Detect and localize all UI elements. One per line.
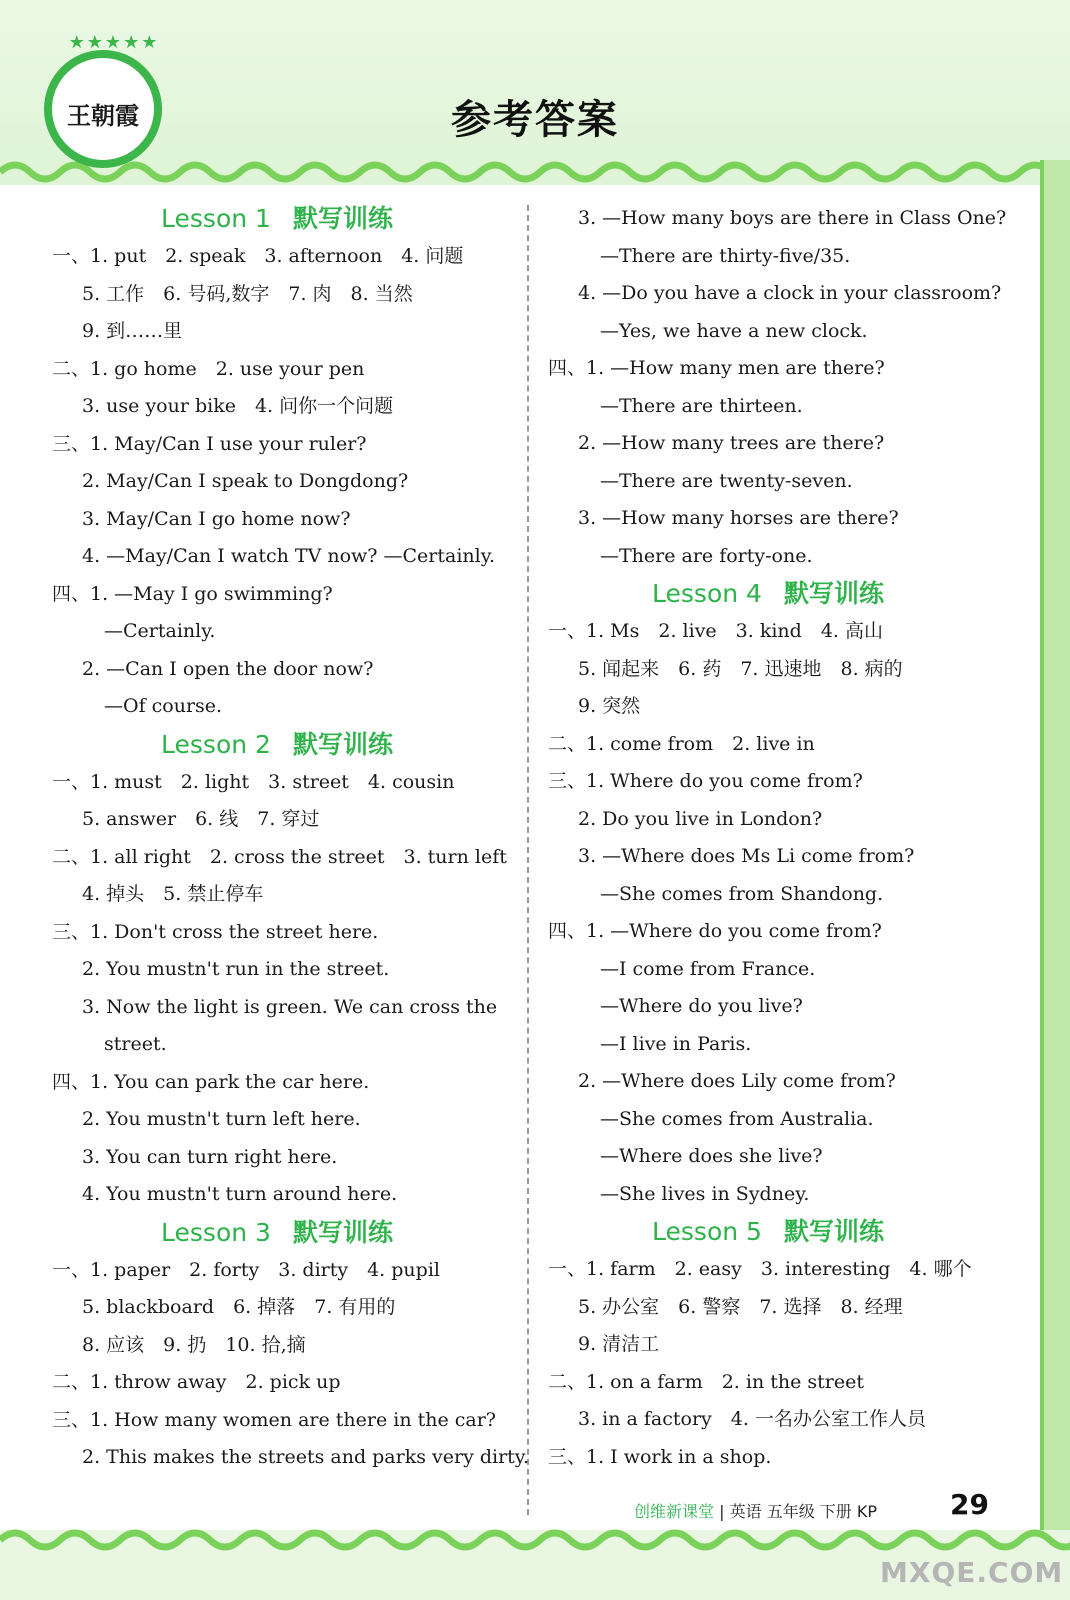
answer-line: 9. 突然 bbox=[578, 695, 641, 717]
answer-line: 2. —How many trees are there? bbox=[578, 432, 885, 454]
answer-line: —There are thirty-five/35. bbox=[600, 244, 851, 267]
answer-line: 二、1. throw away 2. pick up bbox=[52, 1371, 341, 1393]
answer-line: 4. —Do you have a clock in your classroom? bbox=[578, 282, 1002, 304]
answer-line: 二、1. go home 2. use your pen bbox=[52, 357, 365, 380]
answer-line: —There are thirteen. bbox=[600, 394, 803, 417]
answer-line: 5. 工作 6. 号码,数字 7. 肉 8. 当然 bbox=[82, 282, 413, 305]
lesson-5-heading: Lesson 5 默写训练 bbox=[652, 1217, 884, 1246]
answer-line: 一、1. Ms 2. live 3. kind 4. 高山 bbox=[548, 620, 883, 642]
lesson-4-heading: Lesson 4 默写训练 bbox=[652, 579, 884, 608]
answer-line: —Certainly. bbox=[104, 620, 216, 642]
left-column bbox=[52, 200, 530, 1477]
answer-line: 9. 清洁工 bbox=[578, 1333, 660, 1355]
answer-line: 一、1. put 2. speak 3. afternoon 4. 问题 bbox=[52, 245, 464, 267]
lesson-3-heading: Lesson 3 默写训练 bbox=[161, 1217, 393, 1247]
page-title: 参考答案 bbox=[451, 97, 619, 143]
answer-line: 三、1. I work in a shop. bbox=[548, 1445, 772, 1468]
answer-line: —She comes from Shandong. bbox=[600, 882, 884, 905]
answer-line: 2. —Can I open the door now? bbox=[82, 657, 374, 680]
answer-line: 四、1. —How many men are there? bbox=[548, 357, 885, 379]
answer-line: 4. You mustn't turn around here. bbox=[82, 1183, 398, 1205]
answer-line: 二、1. come from 2. live in bbox=[548, 732, 815, 755]
answer-line: 三、1. Don't cross the street here. bbox=[52, 920, 379, 943]
answer-line: —I live in Paris. bbox=[600, 1032, 752, 1055]
footer-grade: 五年级 bbox=[766, 1502, 815, 1521]
star-icons: ★★★★★ bbox=[68, 32, 160, 53]
lesson-2-heading: Lesson 2 默写训练 bbox=[161, 729, 393, 759]
answer-line: 4. 掉头 5. 禁止停车 bbox=[82, 883, 264, 905]
watermark: MXQE.COM bbox=[880, 1556, 1064, 1589]
footer-edition: KP bbox=[856, 1502, 878, 1521]
answer-line: 3. —How many horses are there? bbox=[578, 507, 899, 529]
lesson-1-heading: Lesson 1 默写训练 bbox=[161, 204, 393, 233]
answer-line: 一、1. must 2. light 3. street 4. cousin bbox=[52, 770, 455, 793]
answer-line: —Where does she live? bbox=[600, 1145, 823, 1167]
answer-line: 2. Do you live in London? bbox=[578, 807, 823, 830]
answer-line: 3. use your bike 4. 问你一个问题 bbox=[82, 395, 394, 417]
answer-line: 3. in a factory 4. 一名办公室工作人员 bbox=[578, 1408, 926, 1430]
footer-subject: 英语 bbox=[729, 1502, 762, 1521]
answer-line: 5. 办公室 6. 警察 7. 选择 8. 经理 bbox=[578, 1295, 903, 1318]
answer-line: 4. —May/Can I watch TV now? —Certainly. bbox=[82, 545, 495, 567]
answer-line: 5. blackboard 6. 掉落 7. 有用的 bbox=[82, 1296, 396, 1318]
footer-volume: 下册 bbox=[819, 1502, 852, 1521]
answer-line: 2. This makes the streets and parks very dirty. bbox=[82, 1446, 530, 1468]
answer-line: —I come from France. bbox=[600, 957, 816, 980]
answer-line: 二、1. on a farm 2. in the street bbox=[548, 1370, 864, 1393]
answer-line: 一、1. farm 2. easy 3. interesting 4. 哪个 bbox=[548, 1258, 972, 1280]
answer-line: 2. May/Can I speak to Dongdong? bbox=[82, 470, 409, 492]
answer-line: 3. —How many boys are there in Class One? bbox=[578, 207, 1007, 229]
answer-line: 2. —Where does Lily come from? bbox=[578, 1070, 896, 1092]
right-border-strip bbox=[1040, 160, 1070, 1540]
answer-line: 三、1. Where do you come from? bbox=[548, 770, 863, 792]
answer-line: 四、1. —May I go swimming? bbox=[52, 582, 333, 605]
answer-line: 四、1. You can park the car here. bbox=[52, 1070, 370, 1093]
answer-line: 二、1. all right 2. cross the street 3. turn left bbox=[52, 845, 507, 868]
answer-line: —Of course. bbox=[104, 695, 223, 717]
answer-line: 3. —Where does Ms Li come from? bbox=[578, 845, 915, 867]
answer-line: —Yes, we have a new clock. bbox=[600, 319, 868, 342]
answer-line: 四、1. —Where do you come from? bbox=[548, 920, 882, 942]
answer-line: 8. 应该 9. 扔 10. 拾,摘 bbox=[82, 1333, 306, 1356]
answer-line: 三、1. May/Can I use your ruler? bbox=[52, 432, 367, 455]
answer-line: 2. You mustn't run in the street. bbox=[82, 958, 390, 980]
answer-line: —She comes from Australia. bbox=[600, 1107, 874, 1130]
answer-line: 3. Now the light is green. We can cross the bbox=[82, 995, 498, 1018]
answer-line: —There are twenty-seven. bbox=[600, 469, 853, 492]
answer-line: 5. answer 6. 线 7. 穿过 bbox=[82, 808, 320, 830]
answer-line: 3. May/Can I go home now? bbox=[82, 507, 351, 530]
answer-line: 3. You can turn right here. bbox=[82, 1145, 338, 1168]
answer-line: 2. You mustn't turn left here. bbox=[82, 1108, 361, 1130]
logo-text: 王朝霞 bbox=[67, 101, 139, 130]
column-divider bbox=[527, 205, 529, 1515]
footer-book-label: 创维新课堂 | 英语 五年级 下册 KP bbox=[634, 1502, 878, 1521]
answer-line: street. bbox=[104, 1033, 167, 1055]
answer-line: 一、1. paper 2. forty 3. dirty 4. pupil bbox=[52, 1258, 440, 1281]
answer-line: —There are forty-one. bbox=[600, 544, 813, 567]
answer-line: —Where do you live? bbox=[600, 995, 803, 1017]
answer-line: 三、1. How many women are there in the car? bbox=[52, 1408, 496, 1431]
right-column bbox=[548, 200, 1007, 1476]
header-wave-border bbox=[0, 150, 1070, 190]
answer-line: 9. 到……里 bbox=[82, 320, 183, 342]
page-number: 29 bbox=[950, 1488, 989, 1521]
footer-brand: 创维新课堂 bbox=[634, 1502, 715, 1521]
answer-line: 5. 闻起来 6. 药 7. 迅速地 8. 病的 bbox=[578, 657, 903, 680]
answer-line: —She lives in Sydney. bbox=[600, 1182, 810, 1205]
